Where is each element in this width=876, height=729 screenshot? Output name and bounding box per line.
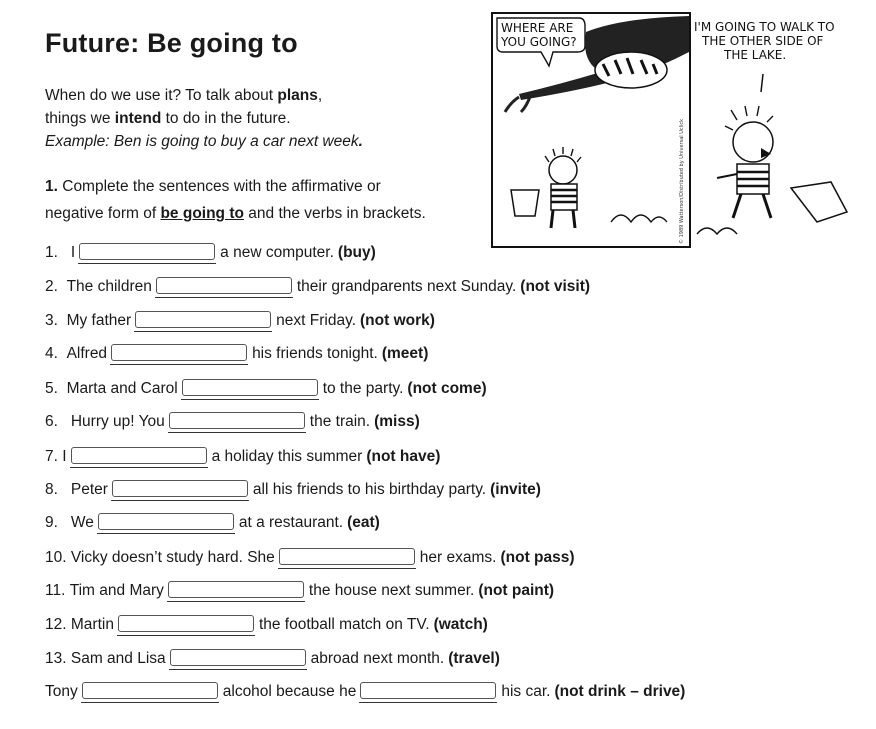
exercise-rest: their grandparents next Sunday. bbox=[296, 278, 517, 295]
caption-pointer bbox=[761, 74, 763, 92]
exercise-subject: Vicky doesn’t study hard. She bbox=[70, 549, 275, 566]
exercise-subject: Marta and Carol bbox=[66, 380, 178, 397]
exercise-rest: the football match on TV. bbox=[258, 616, 430, 633]
task-text: negative form of bbox=[45, 205, 161, 222]
exercise-number: 8. bbox=[45, 481, 58, 498]
keyword-plans: plans bbox=[277, 87, 318, 104]
intro-text-part: to do in the future. bbox=[161, 110, 291, 127]
answer-blank[interactable] bbox=[135, 311, 271, 328]
answer-blank[interactable] bbox=[112, 480, 248, 497]
exercise-verb: (not have) bbox=[366, 448, 441, 465]
exercise-middle: alcohol because he bbox=[222, 683, 357, 700]
exercise-subject: The children bbox=[66, 278, 152, 295]
exercise-row bbox=[45, 478, 541, 502]
answer-blank[interactable] bbox=[360, 682, 496, 699]
exercise-subject: Martin bbox=[70, 616, 114, 633]
exercise-subject: I bbox=[62, 448, 67, 465]
answer-blank[interactable] bbox=[79, 243, 215, 260]
task-text: and the verbs in brackets. bbox=[243, 205, 426, 222]
boy-head-icon bbox=[549, 156, 577, 184]
intro-text-part: , bbox=[317, 87, 323, 104]
exercise-rest: a holiday this summer bbox=[211, 448, 363, 465]
exercise-row bbox=[45, 445, 440, 469]
exercise-verb: (invite) bbox=[490, 481, 541, 498]
intro-text-part: When do we use it? To talk about bbox=[45, 87, 278, 104]
caption-line: THE OTHER SIDE OF bbox=[702, 34, 824, 48]
exercise-row bbox=[45, 275, 590, 299]
exercise-number: 11. bbox=[45, 582, 66, 599]
exercise-verb: (not come) bbox=[407, 380, 487, 397]
exercise-rest: next Friday. bbox=[276, 312, 356, 329]
exercise-verb: (not pass) bbox=[500, 549, 575, 566]
exercise-number: 5. bbox=[45, 380, 58, 397]
exercise-row bbox=[45, 342, 428, 366]
exercise-rest: his friends tonight. bbox=[252, 345, 378, 362]
exercise-number: 3. bbox=[45, 312, 58, 329]
answer-blank[interactable] bbox=[169, 412, 305, 429]
task-text: Complete the sentences with the affirmative or bbox=[57, 178, 381, 195]
exercise-rest: to the party. bbox=[322, 380, 404, 397]
caption-line: THE LAKE. bbox=[724, 48, 787, 62]
exercise-row bbox=[45, 579, 554, 603]
exercise-verb: (miss) bbox=[374, 413, 420, 430]
keyword-be-going-to: be going to bbox=[160, 205, 244, 222]
exercise-number: 9. bbox=[45, 514, 58, 531]
exercise-verb: (watch) bbox=[433, 616, 488, 633]
bucket-icon bbox=[511, 190, 539, 216]
intro-text-part: things we bbox=[45, 110, 115, 127]
example-period: . bbox=[358, 133, 363, 150]
exercise-verb: (not visit) bbox=[520, 278, 591, 295]
walking-boy-legs-icon bbox=[733, 194, 771, 218]
exercise-rest: her exams. bbox=[419, 549, 497, 566]
task-instructions bbox=[45, 173, 426, 227]
comic-strip-illustration bbox=[491, 12, 863, 248]
page-title: Future: Be going to bbox=[45, 28, 298, 58]
exercise-row bbox=[45, 647, 500, 671]
exercise-row bbox=[45, 241, 376, 265]
carried-bucket-icon bbox=[791, 182, 847, 222]
exercise-verb: (buy) bbox=[337, 244, 376, 261]
exercise-row bbox=[45, 410, 420, 434]
exercise-subject: We bbox=[70, 514, 94, 531]
exercise-verb: (not drink – drive) bbox=[554, 683, 686, 700]
exercise-row bbox=[45, 377, 487, 401]
exercise-row bbox=[45, 511, 380, 535]
exercise-subject: Alfred bbox=[66, 345, 108, 362]
exercise-subject: Hurry up! You bbox=[70, 413, 165, 430]
exercise-subject: My father bbox=[66, 312, 132, 329]
exercise-verb: (meet) bbox=[381, 345, 429, 362]
answer-blank[interactable] bbox=[98, 513, 234, 530]
answer-blank[interactable] bbox=[118, 615, 254, 632]
exercise-verb: (not work) bbox=[360, 312, 435, 329]
bubble-line: YOU GOING? bbox=[501, 35, 577, 49]
exercise-number: 2. bbox=[45, 278, 58, 295]
exercise-verb: (travel) bbox=[448, 650, 500, 667]
exercise-row bbox=[45, 613, 488, 637]
intro-text bbox=[45, 84, 363, 153]
exercise-row bbox=[45, 680, 685, 704]
exercise-rest: his car. bbox=[501, 683, 551, 700]
bubble-line: WHERE ARE bbox=[501, 21, 574, 35]
exercise-rest: a new computer. bbox=[220, 244, 334, 261]
answer-blank[interactable] bbox=[170, 649, 306, 666]
exercise-verb: (not paint) bbox=[478, 582, 555, 599]
exercise-number: 7. bbox=[45, 448, 58, 465]
keyword-intend: intend bbox=[114, 110, 162, 127]
task-number: 1. bbox=[45, 178, 58, 195]
walking-boy-head-icon bbox=[733, 122, 773, 162]
exercise-number: 10. bbox=[45, 549, 67, 566]
exercise-rest: the house next summer. bbox=[308, 582, 475, 599]
exercise-number: 12. bbox=[45, 616, 67, 633]
answer-blank[interactable] bbox=[71, 447, 207, 464]
exercise-number: 4. bbox=[45, 345, 58, 362]
exercise-subject: Tony bbox=[45, 683, 78, 700]
exercise-verb: (eat) bbox=[347, 514, 380, 531]
pointing-arm-icon bbox=[717, 174, 737, 178]
comic-copyright: © 1989 Watterson/Distributed by Universal Uclick bbox=[679, 118, 685, 244]
answer-blank[interactable] bbox=[279, 548, 415, 565]
exercise-rest: the train. bbox=[309, 413, 371, 430]
exercise-number: 13. bbox=[45, 650, 67, 667]
answer-blank[interactable] bbox=[82, 682, 218, 699]
exercise-number: 6. bbox=[45, 413, 58, 430]
exercise-rest: abroad next month. bbox=[310, 650, 445, 667]
caption-line: I'M GOING TO WALK TO bbox=[694, 20, 835, 34]
exercise-row bbox=[45, 546, 575, 570]
exercise-subject: Tim and Mary bbox=[69, 582, 164, 599]
answer-blank[interactable] bbox=[111, 344, 247, 361]
exercise-subject: Sam and Lisa bbox=[70, 650, 166, 667]
exercise-rest: all his friends to his birthday party. bbox=[252, 481, 487, 498]
exercise-subject: Peter bbox=[70, 481, 108, 498]
answer-blank[interactable] bbox=[182, 379, 318, 396]
grass-icon bbox=[697, 228, 737, 234]
exercise-row bbox=[45, 309, 435, 333]
exercise-number: 1. bbox=[45, 244, 58, 261]
example-sentence: Example: Ben is going to buy a car next week bbox=[45, 133, 359, 150]
answer-blank[interactable] bbox=[156, 277, 292, 294]
answer-blank[interactable] bbox=[168, 581, 304, 598]
exercise-subject: I bbox=[70, 244, 76, 261]
exercise-rest: at a restaurant. bbox=[238, 514, 344, 531]
